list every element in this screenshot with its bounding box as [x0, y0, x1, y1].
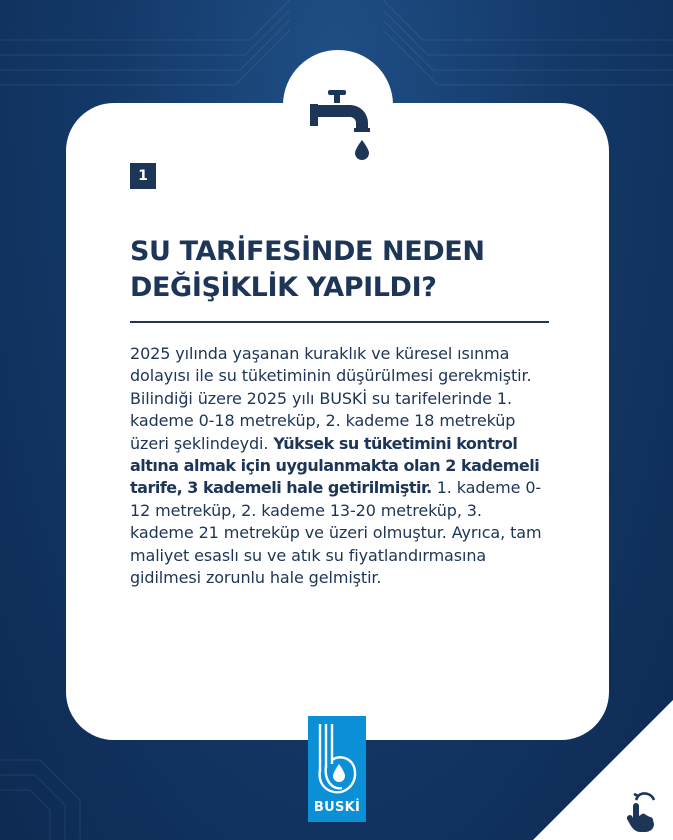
- body-highlight: Yüksek su tüketimini kontrol altına almak için uygulanmakta olan 2 kademeli tarife, 3 kademeli hale getirilmiştir.: [130, 433, 540, 498]
- buski-logo-text: BUSKİ: [313, 800, 361, 815]
- buski-logo-mark: [312, 720, 362, 800]
- body-intro: 2025 yılında yaşanan kuraklık ve küresel ısınma dolayısı ile su tüketiminin düşürülmesi gerekmiştir. Bilindiği üzere 2025 yılı BUSKİ su tarifelerinde 1. kademe 0-18 metreküp, 2. kademe 18 metreküp üzeri şeklindeydi.: [130, 344, 532, 453]
- water-faucet-icon: [300, 88, 376, 160]
- card-body-text: [130, 343, 550, 589]
- title-divider: [130, 321, 549, 323]
- step-number-badge: 1: [130, 163, 156, 189]
- card-title: SU TARİFESİNDE NEDEN DEĞİŞİKLİK YAPILDI?: [130, 236, 485, 303]
- buski-logo: [308, 716, 366, 822]
- body-outro: 1. kademe 0-12 metreküp, 2. kademe 13-20 metreküp, 3. kademe 21 metreküp ve üzeri olmuştur. Ayrıca, tam maliyet esaslı su ve atık su fiyatlandırmasına gidilmesi zorunlu hale gelmiştir.: [130, 478, 542, 588]
- swipe-hand-icon[interactable]: [620, 790, 664, 834]
